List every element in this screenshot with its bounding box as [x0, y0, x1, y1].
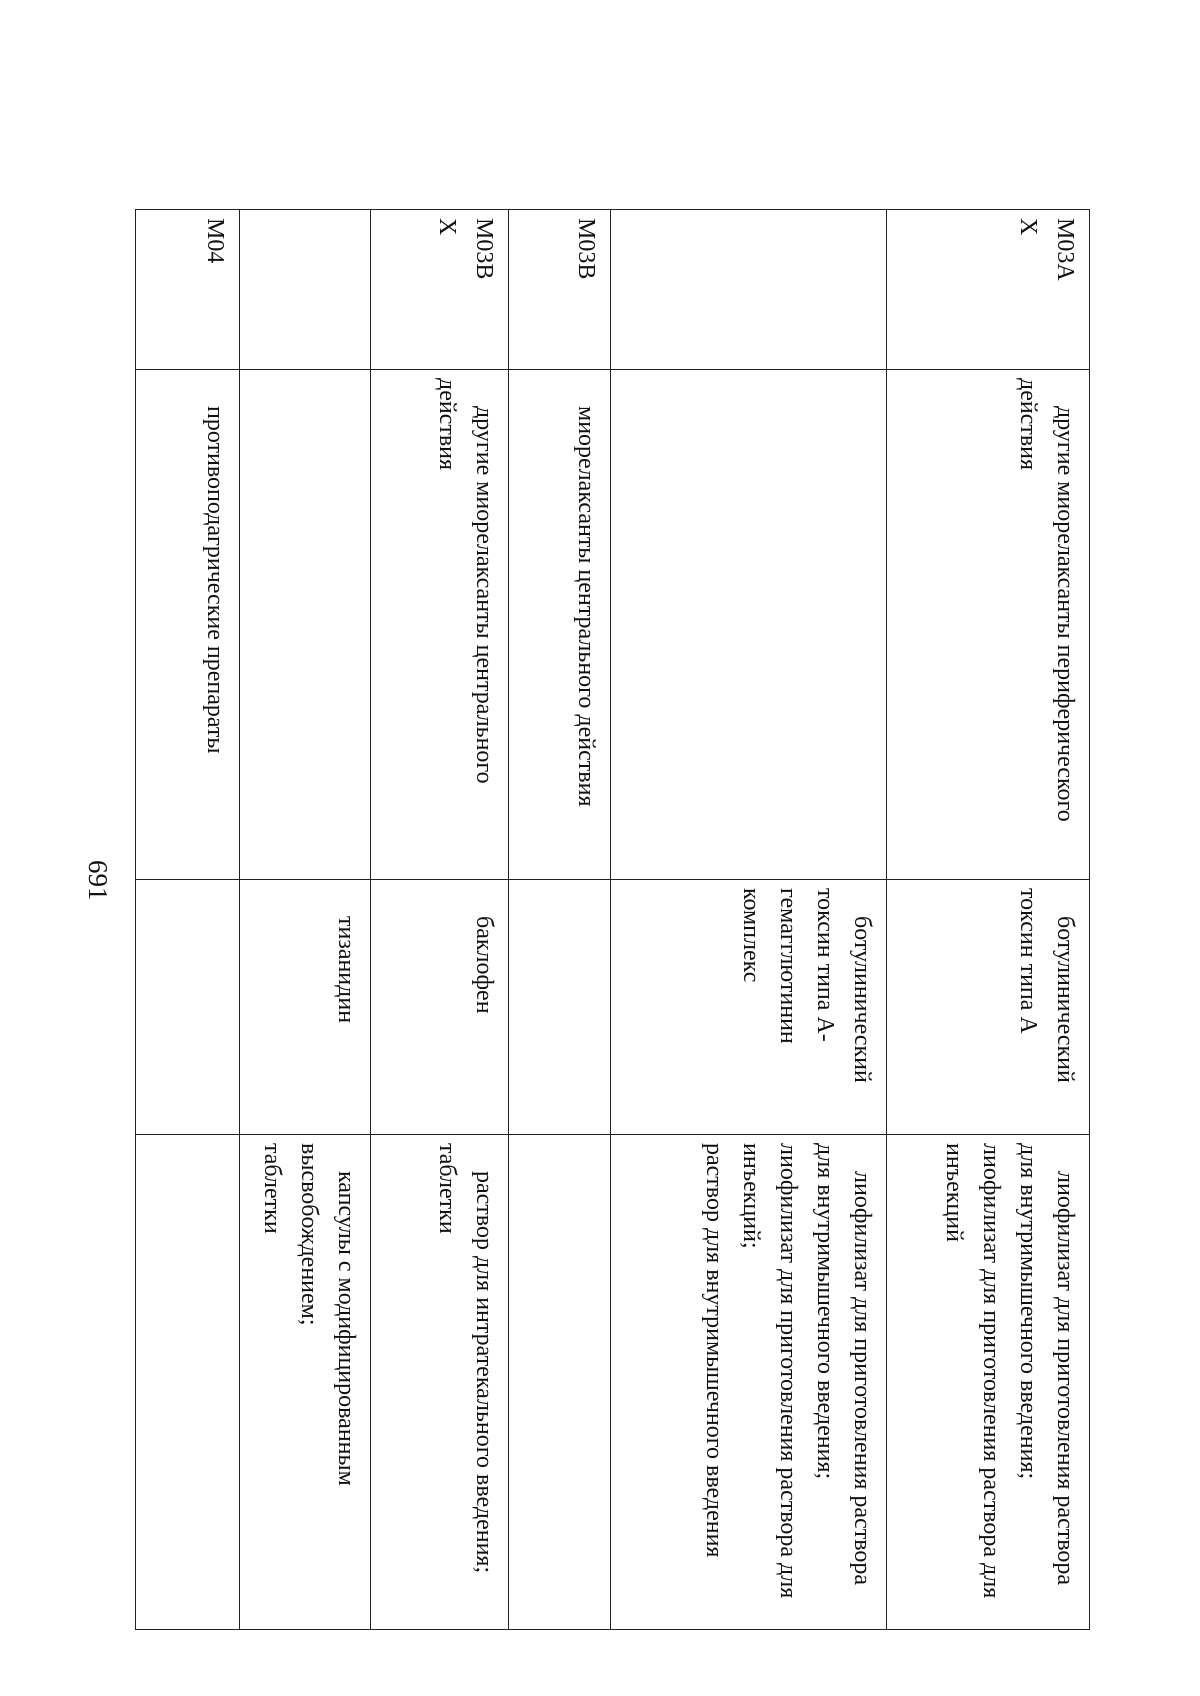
group-name-cell: другие миорелаксанты центрального действия — [371, 370, 509, 880]
group-name-cell: миорелаксанты центрального действия — [508, 370, 611, 880]
table-row — [611, 210, 886, 1630]
drug-table-container — [135, 209, 1090, 1629]
dosage-form-cell — [508, 1135, 611, 1630]
atc-code-cell — [239, 210, 370, 370]
group-name-cell: противоподагрические препараты — [136, 370, 240, 880]
atc-code-cell: М04 — [136, 210, 240, 370]
drug-name-cell: ботулинический токсин типа А-гемагглютинин комплекс — [611, 880, 886, 1135]
drug-name-cell — [136, 880, 240, 1135]
dosage-form-cell: лиофилизат для приготовления раствора для внутримышечного введения; лиофилизат для приготовления раствора для инъекций — [886, 1135, 1089, 1630]
drug-name-cell — [508, 880, 611, 1135]
dosage-form-cell: лиофилизат для приготовления раствора для внутримышечного введения; лиофилизат для приготовления раствора для инъекций; раствор для внутримышечного введения — [611, 1135, 886, 1630]
group-name-cell: другие миорелаксанты периферического действия — [886, 370, 1089, 880]
atc-code-cell: М03А Х — [886, 210, 1089, 370]
drug-name-cell: ботулинический токсин типа А — [886, 880, 1089, 1135]
table-row — [886, 210, 1089, 1630]
drug-name-cell: баклофен — [371, 880, 509, 1135]
atc-code-cell — [611, 210, 886, 370]
group-name-cell — [611, 370, 886, 880]
page-number: 691 — [83, 860, 113, 901]
dosage-form-cell: раствор для интратекального введения; таблетки — [371, 1135, 509, 1630]
table-row — [508, 210, 611, 1630]
drug-table — [135, 209, 1090, 1630]
drug-name-cell: тизанидин — [239, 880, 370, 1135]
atc-code-cell: М03В Х — [371, 210, 509, 370]
table-row — [239, 210, 370, 1630]
atc-code-cell: М03В — [508, 210, 611, 370]
table-row — [371, 210, 509, 1630]
dosage-form-cell — [136, 1135, 240, 1630]
table-row — [136, 210, 240, 1630]
dosage-form-cell: капсулы с модифицированным высвобождением; таблетки — [239, 1135, 370, 1630]
group-name-cell — [239, 370, 370, 880]
